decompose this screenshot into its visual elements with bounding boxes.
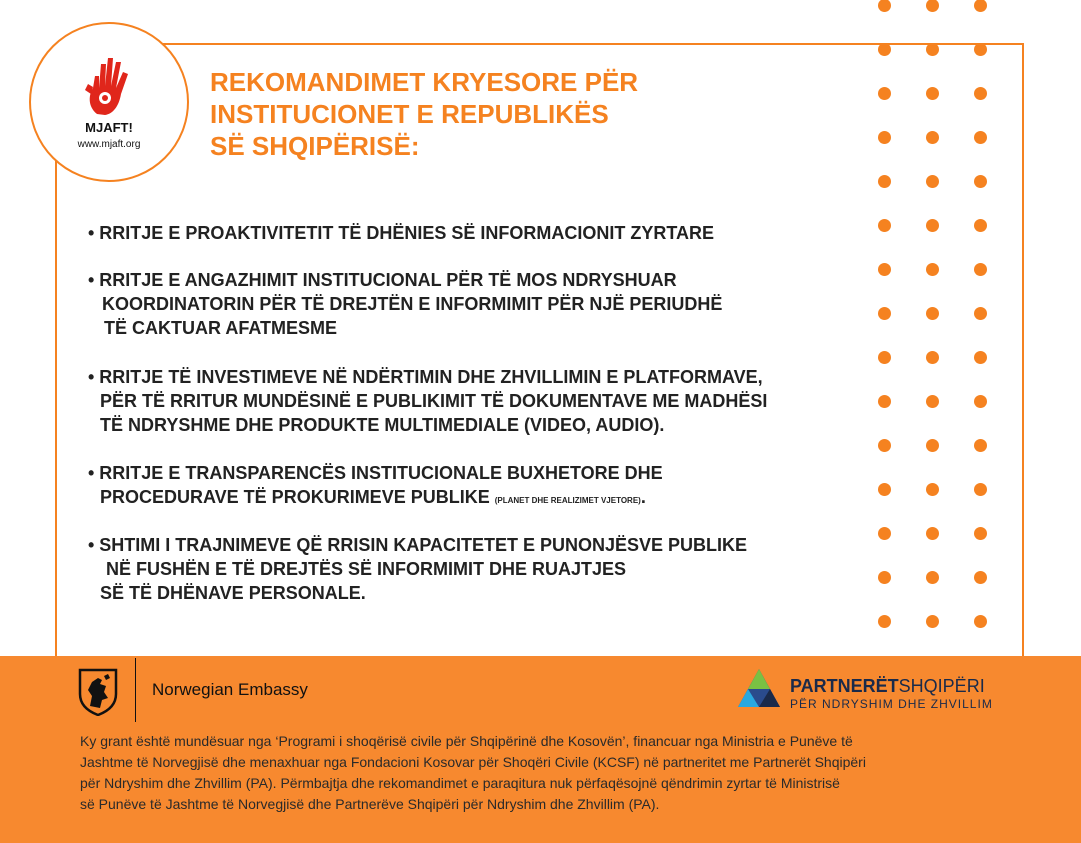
decorative-dot [974,219,987,232]
decorative-dot [878,307,891,320]
recommendation-line: NË FUSHËN E TË DREJTËS SË INFORMIMIT DHE RUAJTJES [106,559,627,579]
partner-name [790,676,985,697]
embassy-name: Norwegian Embassy [152,680,308,699]
decorative-dot [878,351,891,364]
decorative-dot [878,87,891,100]
recommendation-line: PËR TË RRITUR MUNDËSINË E PUBLIKIMIT TË DOKUMENTAVE ME MADHËSI [100,391,768,411]
recommendation-item [88,221,714,245]
partneret-logo-icon [736,667,782,709]
decorative-dot [926,219,939,232]
decorative-dot [974,87,987,100]
decorative-dot [878,571,891,584]
decorative-dot [974,395,987,408]
decorative-dot [974,307,987,320]
decorative-dot [878,0,891,12]
partner-name-bold: PARTNERËT [790,676,899,696]
decorative-dot [926,483,939,496]
grant-notice [80,731,1020,815]
decorative-dot [926,351,939,364]
recommendation-text: PROCEDURAVE TË PROKURIMEVE PUBLIKE [100,487,490,507]
divider [135,658,136,722]
decorative-dot [878,439,891,452]
decorative-dot [878,43,891,56]
recommendation-line: • RRITJE E PROAKTIVITETIT TË DHËNIES SË INFORMACIONIT ZYRTARE [88,223,715,243]
recommendation-line: SË TË DHËNAVE PERSONALE. [100,583,366,603]
decorative-dot [878,219,891,232]
title-line: REKOMANDIMET KRYESORE PËR [210,67,639,97]
recommendation-item [88,365,767,437]
decorative-dot [974,43,987,56]
decorative-dot [974,263,987,276]
recommendation-note: (PLANET DHE REALIZIMET VJETORE) [494,496,641,505]
recommendation-note-end: . [640,487,646,507]
decorative-dot [878,263,891,276]
title-line: INSTITUCIONET E REPUBLIKËS [210,99,609,129]
recommendation-line: TË NDRYSHME DHE PRODUKTE MULTIMEDIALE (VIDEO, AUDIO). [100,415,665,435]
hand-icon [83,54,139,116]
partner-subtitle: PËR NDRYSHIM DHE ZHVILLIM [790,697,993,711]
decorative-dot [926,615,939,628]
norway-crest-icon [78,668,118,716]
grant-line: Ky grant është mundësuar nga ‘Programi i shoqërisë civile për Shqipërinë dhe Kosovën’, financuar nga Ministria e Punëve të [80,733,853,749]
recommendation-item [88,461,663,513]
decorative-dot [878,175,891,188]
decorative-dot [974,527,987,540]
grant-line: për Ndryshim dhe Zhvillim (PA). Përmbajtja dhe rekomandimet e paraqitura nuk përfaqësojnë qëndrimin zyrtar të Ministrisë [80,775,840,791]
decorative-dot [974,615,987,628]
recommendation-line: • RRITJE E ANGAZHIMIT INSTITUCIONAL PËR TË MOS NDRYSHUAR [88,270,677,290]
logo-name: MJAFT! [85,120,133,135]
recommendation-line: • RRITJE E TRANSPARENCËS INSTITUCIONALE BUXHETORE DHE [88,463,663,483]
decorative-dot [974,175,987,188]
decorative-dot [926,43,939,56]
decorative-dot [926,175,939,188]
decorative-dot [974,439,987,452]
recommendation-line: TË CAKTUAR AFATMESME [104,318,337,338]
decorative-dot [878,131,891,144]
decorative-dot [926,395,939,408]
decorative-dot [974,483,987,496]
decorative-dot [974,351,987,364]
logo-url: www.mjaft.org [77,139,141,150]
decorative-dot [926,527,939,540]
decorative-dots [872,0,1002,630]
partner-name-light: SHQIPËRI [898,676,985,696]
grant-line: së Punëve të Jashtme të Norvegjisë dhe Partnerëve Shqipëri për Ndryshim dhe Zhvillim (PA). [80,796,660,812]
grant-line: Jashtme të Norvegjisë dhe menaxhuar nga Fondacioni Kosovar për Shoqëri Civile (KCSF) në partneritet me Partnerët Shqipëri [80,754,866,770]
decorative-dot [926,263,939,276]
decorative-dot [926,131,939,144]
decorative-dot [926,307,939,320]
decorative-dot [878,615,891,628]
mjaft-logo [29,22,189,182]
recommendation-item [88,533,747,605]
decorative-dot [974,131,987,144]
decorative-dot [926,571,939,584]
recommendation-item [88,268,722,340]
recommendation-line: • SHTIMI I TRAJNIMEVE QË RRISIN KAPACITETET E PUNONJËSVE PUBLIKE [88,535,748,555]
recommendation-line: KOORDINATORIN PËR TË DREJTËN E INFORMIMIT PËR NJË PERIUDHË [102,294,723,314]
recommendation-line [88,485,663,513]
title-line: SË SHQIPËRISË: [210,131,420,161]
decorative-dot [878,527,891,540]
decorative-dot [974,0,987,12]
decorative-dot [926,0,939,12]
decorative-dot [878,395,891,408]
decorative-dot [878,483,891,496]
decorative-dot [974,571,987,584]
page-title [210,66,638,162]
decorative-dot [926,87,939,100]
decorative-dot [926,439,939,452]
recommendation-line: • RRITJE TË INVESTIMEVE NË NDËRTIMIN DHE ZHVILLIMIN E PLATFORMAVE, [88,367,763,387]
